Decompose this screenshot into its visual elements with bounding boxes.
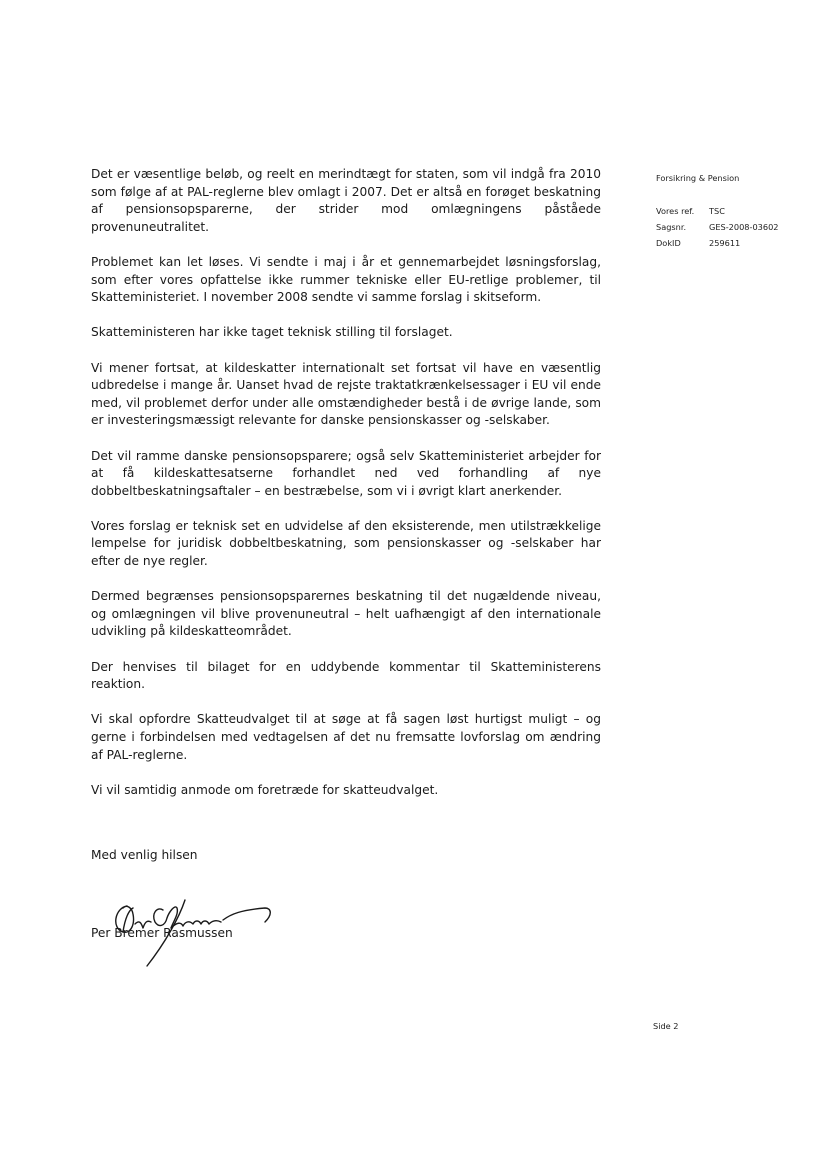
ref-value: 259611 — [709, 238, 741, 248]
paragraph: Vores forslag er teknisk set en udvidelse af den eksisterende, men utilstrækkelige lempelse for juridisk dobbeltbeskatning, som pensionskasser og -selskaber har efter de nye regler. — [91, 518, 601, 569]
ref-row-sagsnr — [656, 219, 816, 235]
ref-label: DokID — [656, 238, 681, 248]
page-number: Side 2 — [653, 1021, 679, 1031]
closing-greeting: Med venlig hilsen — [91, 848, 198, 863]
paragraph: Vi skal opfordre Skatteudvalget til at søge at få sagen løst hurtigst muligt – og gerne i forbindelsen med vedtagelsen af det nu fremsatte lovforslag om ændring af PAL-reglerne. — [91, 712, 601, 762]
paragraph: Det er væsentlige beløb, og reelt en merindtægt for staten, som vil indgå fra 2010 som følge af at PAL-reglerne blev omlagt i 2007. Det er altså en forøget beskatning af pensionsopsparerne, der strider mod omlægningens påståede provenuneutralitet. — [91, 167, 601, 234]
ref-value: GES-2008-03602 — [709, 222, 779, 232]
ref-label: Vores ref. — [656, 206, 695, 216]
paragraph: Problemet kan let løses. Vi sendte i maj i år et gennemarbejdet løsningsforslag, som efter vores opfattelse ikke rummer tekniske eller EU-retlige problemer, til Skatteministeriet. I november 2008 sendte vi samme forslag i skitseform. — [91, 254, 601, 305]
document-metadata — [656, 170, 816, 251]
letter-body — [91, 166, 601, 943]
paragraph: Vi mener fortsat, at kildeskatter internationalt set fortsat vil have en væsentlig udbredelse i mange år. Uanset hvad de rejste traktatkrænkelsessager i EU vil ende med, vil problemet derfor under alle omstændigheder bestå i de øvrige lande, som er investeringsmæssigt relevante for danske pensionskasser og -selskaber. — [91, 360, 601, 428]
organisation-name: Forsikring & Pension — [656, 173, 740, 183]
signatory-name: Per Bremer Rasmussen — [91, 925, 233, 940]
paragraph: Det vil ramme danske pensionsopsparere; også selv Skatteministeriet arbejder for at få kildeskattesatserne forhandlet ned ved forhandling af nye dobbeltbeskatningsaftaler – en bestræbelse, som vi i øvrigt klart anerkender. — [91, 448, 601, 498]
ref-row-vores-ref — [656, 203, 816, 219]
ref-label: Sagsnr. — [656, 222, 687, 232]
ref-value: TSC — [709, 206, 725, 216]
paragraph: Skatteministeren har ikke taget teknisk stilling til forslaget. — [91, 325, 453, 340]
paragraph: Dermed begrænses pensionsopsparernes beskatning til det nugældende niveau, og omlægningen vil blive provenuneutral – helt uafhængigt af den internationale udvikling på kildeskatteområdet. — [91, 589, 601, 639]
paragraph: Vi vil samtidig anmode om foretræde for skatteudvalget. — [91, 782, 439, 797]
paragraph: Der henvises til bilaget for en uddybende kommentar til Skatteministerens reaktion. — [91, 659, 601, 692]
ref-row-dokid — [656, 235, 816, 251]
handwritten-signature — [105, 888, 280, 968]
